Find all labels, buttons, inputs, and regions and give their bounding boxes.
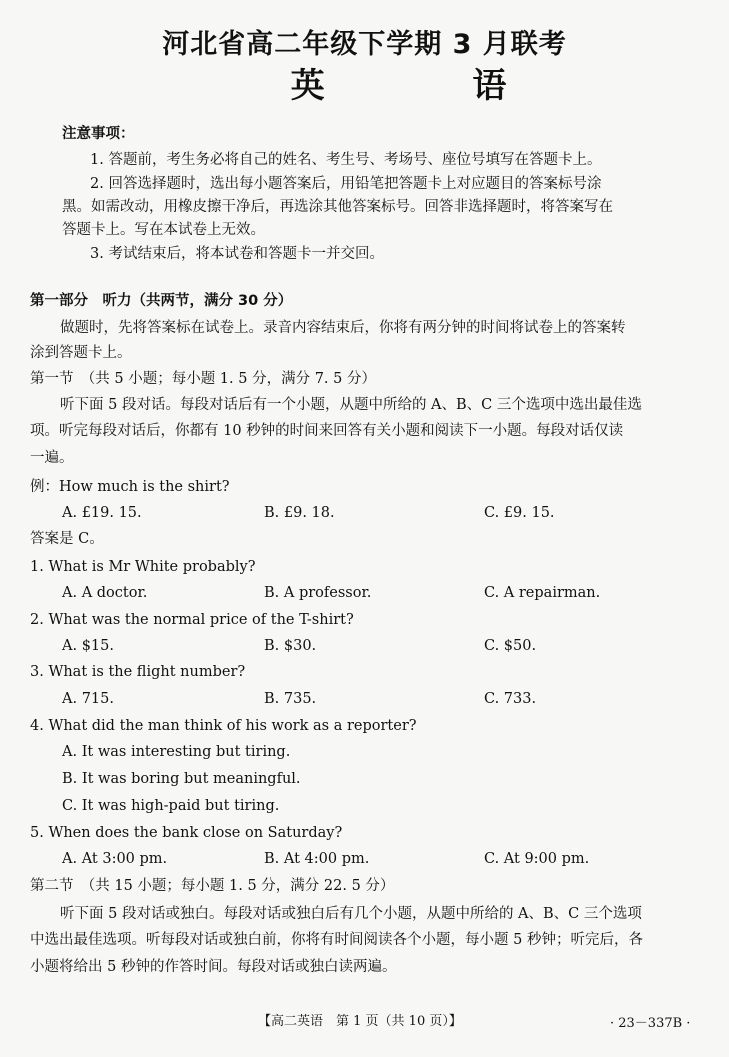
q2-option-a: A. $15. <box>62 638 114 654</box>
q5-option-c: C. At 9:00 pm. <box>484 851 590 867</box>
q1-option-a: A. A doctor. <box>62 585 148 601</box>
notice-item-3: 3. 考试结束后，将本试卷和答题卡一并交回。 <box>90 246 384 262</box>
section1-intro: 听下面 5 段对话。每段对话后有一个小题，从题中所给的 A、B、C 三个选项中选出最佳选 <box>60 397 642 413</box>
section2-intro: 听下面 5 段对话或独白。每段对话或独白后有几个小题，从题中所给的 A、B、C 三个选项 <box>60 906 642 922</box>
example-option-c: C. £9. 15. <box>484 505 555 521</box>
part1-intro-cont: 涂到答题卡上。 <box>30 345 132 361</box>
notice-item-1: 1. 答题前，考生务必将自己的姓名、考生号、考场号、座位号填写在答题卡上。 <box>90 152 602 168</box>
page-footer: 【高二英语 第 1 页（共 10 页）】 <box>258 1014 462 1029</box>
q3-option-b: B. 735. <box>264 691 317 707</box>
section2-intro-cont2: 小题将给出 5 秒钟的作答时间。每段对话或独白读两遍。 <box>30 959 397 975</box>
notice-item-2-cont: 黑。如需改动，用橡皮擦干净后，再选涂其他答案标号。回答非选择题时，将答案写在 <box>62 199 613 215</box>
question-1: 1. What is Mr White probably? <box>30 559 256 575</box>
question-5: 5. When does the bank close on Saturday? <box>30 825 343 841</box>
section1-intro-cont2: 一遍。 <box>30 450 74 466</box>
question-2: 2. What was the normal price of the T-shirt? <box>30 612 354 628</box>
notice-item-2: 2. 回答选择题时，选出每小题答案后，用铅笔把答题卡上对应题目的答案标号涂 <box>90 176 602 192</box>
q3-option-c: C. 733. <box>484 691 537 707</box>
q5-option-b: B. At 4:00 pm. <box>264 851 370 867</box>
exam-code: · 23－337B · <box>610 1016 691 1031</box>
section2-heading: 第二节 （共 15 小题；每小题 1. 5 分，满分 22. 5 分） <box>30 878 395 894</box>
q2-option-b: B. $30. <box>264 638 317 654</box>
question-3: 3. What is the flight number? <box>30 664 246 680</box>
q1-option-c: C. A repairman. <box>484 585 601 601</box>
notice-item-2-cont2: 答题卡上。写在本试卷上无效。 <box>62 222 265 238</box>
section1-heading: 第一节 （共 5 小题；每小题 1. 5 分，满分 7. 5 分） <box>30 371 376 387</box>
q4-option-c: C. It was high-paid but tiring. <box>62 798 280 814</box>
q4-option-b: B. It was boring but meaningful. <box>62 771 301 787</box>
example-option-a: A. £19. 15. <box>62 505 142 521</box>
part1-heading: 第一部分 听力（共两节，满分 30 分） <box>30 293 293 309</box>
q1-option-b: B. A professor. <box>264 585 372 601</box>
q3-option-a: A. 715. <box>62 691 114 707</box>
exam-title: 河北省高二年级下学期 3 月联考 <box>162 29 567 60</box>
section1-intro-cont: 项。听完每段对话后，你都有 10 秒钟的时间来回答有关小题和阅读下一小题。每段对话仅读 <box>30 423 624 439</box>
part1-intro: 做题时，先将答案标在试卷上。录音内容结束后，你将有两分钟的时间将试卷上的答案转 <box>60 320 626 336</box>
q5-option-a: A. At 3:00 pm. <box>62 851 168 867</box>
question-4: 4. What did the man think of his work as a reporter? <box>30 718 417 734</box>
example-answer: 答案是 C。 <box>30 531 104 547</box>
example-question: 例：How much is the shirt? <box>30 479 230 495</box>
notice-heading: 注意事项： <box>62 126 135 142</box>
q4-option-a: A. It was interesting but tiring. <box>62 744 291 760</box>
section2-intro-cont: 中选出最佳选项。听每段对话或独白前，你将有时间阅读各个小题，每小题 5 秒钟；听完后，各 <box>30 932 643 948</box>
example-option-b: B. £9. 18. <box>264 505 335 521</box>
subject-title: 英 语 <box>290 66 575 106</box>
q2-option-c: C. $50. <box>484 638 537 654</box>
